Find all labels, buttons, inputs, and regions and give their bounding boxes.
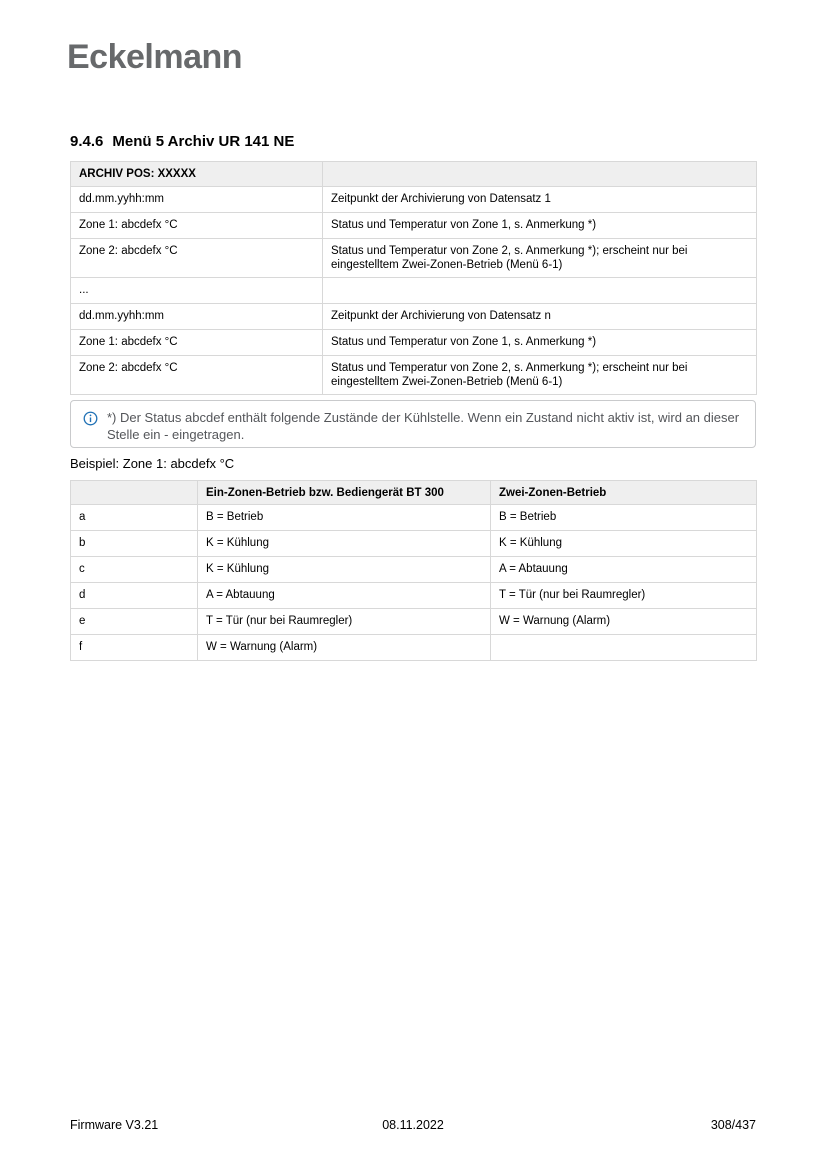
- status-table-header-cell: [71, 481, 198, 505]
- table-cell: Status und Temperatur von Zone 2, s. Anmerkung *); erscheint nur bei eingestelltem Zwei-Zonen-Betrieb (Menü 6-1): [323, 355, 757, 394]
- table-cell: a: [71, 505, 198, 531]
- info-icon: [83, 411, 98, 426]
- table-cell: dd.mm.yyhh:mm: [71, 187, 323, 213]
- table-cell: A = Abtauung: [491, 557, 757, 583]
- table-cell: B = Betrieb: [491, 505, 757, 531]
- eckelmann-logo: Eckelmann: [67, 38, 243, 76]
- example-label: Beispiel: Zone 1: abcdefx °C: [70, 456, 235, 471]
- table-row: [71, 213, 757, 239]
- table-row: [71, 187, 757, 213]
- table-cell: ...: [71, 277, 323, 303]
- table-cell: A = Abtauung: [198, 583, 491, 609]
- table-row: [71, 355, 757, 394]
- table-cell: f: [71, 635, 198, 661]
- table-row: [71, 505, 757, 531]
- table-cell: b: [71, 531, 198, 557]
- status-table-header-cell: Ein-Zonen-Betrieb bzw. Bediengerät BT 300: [198, 481, 491, 505]
- section-title: Menü 5 Archiv UR 141 NE: [112, 133, 295, 150]
- table-row: [71, 239, 757, 278]
- table-cell: Zeitpunkt der Archivierung von Datensatz 1: [323, 187, 757, 213]
- table-cell: T = Tür (nur bei Raumregler): [198, 609, 491, 635]
- table-cell: Zone 2: abcdefx °C: [71, 355, 323, 394]
- section-heading: [70, 133, 294, 150]
- table-row: [71, 303, 757, 329]
- status-table-header-row: [71, 481, 757, 505]
- info-note-box: [70, 400, 756, 448]
- table-cell: Zone 2: abcdefx °C: [71, 239, 323, 278]
- table-row: [71, 609, 757, 635]
- table-row: [71, 635, 757, 661]
- table-row: [71, 531, 757, 557]
- table-row: [71, 329, 757, 355]
- table-cell: Zone 1: abcdefx °C: [71, 329, 323, 355]
- table-cell: W = Warnung (Alarm): [491, 609, 757, 635]
- status-table: [70, 480, 757, 661]
- table-cell: K = Kühlung: [198, 531, 491, 557]
- table-cell: Zeitpunkt der Archivierung von Datensatz n: [323, 303, 757, 329]
- table-cell: K = Kühlung: [491, 531, 757, 557]
- table-cell: [491, 635, 757, 661]
- table-cell: [323, 277, 757, 303]
- footer-firmware: Firmware V3.21: [70, 1118, 159, 1132]
- table-row: [71, 557, 757, 583]
- archive-table-header-cell: ARCHIV POS: XXXXX: [71, 162, 323, 187]
- table-row: [71, 583, 757, 609]
- archive-table-header-cell: [323, 162, 757, 187]
- table-cell: B = Betrieb: [198, 505, 491, 531]
- table-row: [71, 277, 757, 303]
- info-note-text: *) Der Status abcdef enthält folgende Zustände der Kühlstelle. Wenn ein Zustand nicht aktiv ist, wird an dieser Stelle ein - eingetragen.: [107, 410, 740, 442]
- table-cell: c: [71, 557, 198, 583]
- archive-table: [70, 161, 757, 395]
- table-cell: e: [71, 609, 198, 635]
- archive-table-header-row: [71, 162, 757, 187]
- section-number: 9.4.6: [70, 133, 104, 150]
- table-cell: Zone 1: abcdefx °C: [71, 213, 323, 239]
- table-cell: K = Kühlung: [198, 557, 491, 583]
- status-table-header-cell: Zwei-Zonen-Betrieb: [491, 481, 757, 505]
- table-cell: T = Tür (nur bei Raumregler): [491, 583, 757, 609]
- table-cell: Status und Temperatur von Zone 2, s. Anmerkung *); erscheint nur bei eingestelltem Zwei-Zonen-Betrieb (Menü 6-1): [323, 239, 757, 278]
- footer-date: 08.11.2022: [382, 1118, 444, 1132]
- table-cell: dd.mm.yyhh:mm: [71, 303, 323, 329]
- page-footer: [70, 1118, 756, 1132]
- footer-page-number: 308/437: [710, 1118, 757, 1132]
- table-cell: d: [71, 583, 198, 609]
- table-cell: Status und Temperatur von Zone 1, s. Anmerkung *): [323, 213, 757, 239]
- table-cell: W = Warnung (Alarm): [198, 635, 491, 661]
- table-cell: Status und Temperatur von Zone 1, s. Anmerkung *): [323, 329, 757, 355]
